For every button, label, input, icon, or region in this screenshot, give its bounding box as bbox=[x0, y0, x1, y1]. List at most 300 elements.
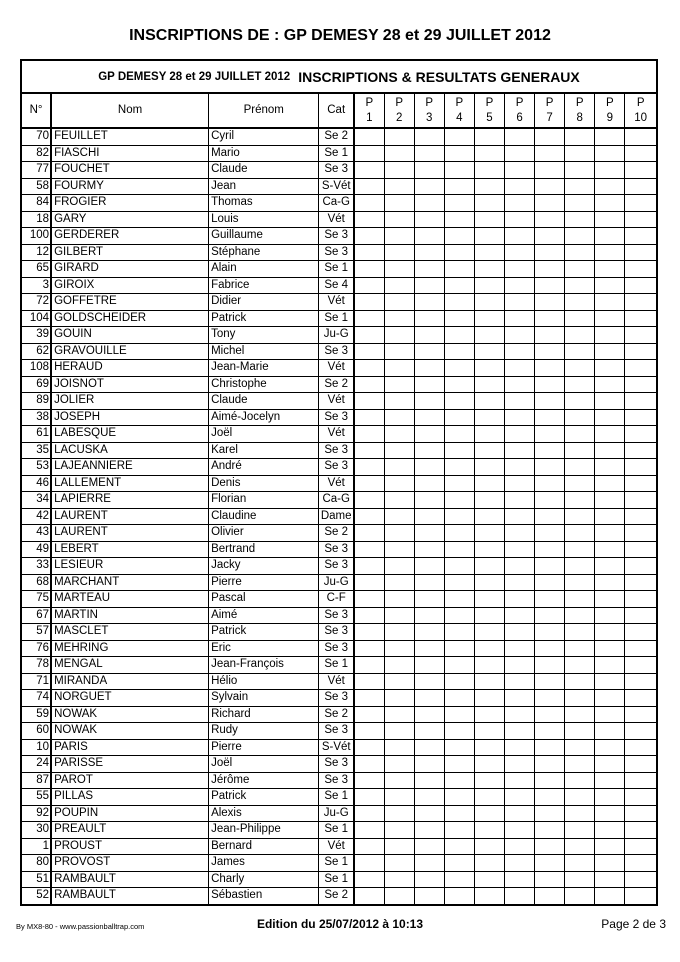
cell-cat: Se 3 bbox=[319, 442, 354, 459]
cell-round-1 bbox=[354, 492, 384, 509]
cell-round-9 bbox=[595, 459, 625, 476]
cell-prenom: Claude bbox=[209, 162, 319, 179]
cell-round-9 bbox=[595, 442, 625, 459]
table-row bbox=[22, 459, 656, 476]
cell-prenom: Aimé bbox=[209, 607, 319, 624]
cell-round-3 bbox=[414, 442, 444, 459]
cell-round-4 bbox=[444, 525, 474, 542]
table-row bbox=[22, 244, 656, 261]
cell-num: 78 bbox=[22, 657, 51, 674]
cell-round-3 bbox=[414, 360, 444, 377]
cell-round-8 bbox=[565, 871, 595, 888]
cell-num: 108 bbox=[22, 360, 51, 377]
cell-round-10 bbox=[625, 723, 656, 740]
cell-round-6 bbox=[504, 871, 534, 888]
cell-round-10 bbox=[625, 442, 656, 459]
table-row bbox=[22, 640, 656, 657]
cell-round-7 bbox=[535, 195, 565, 212]
cell-prenom: Thomas bbox=[209, 195, 319, 212]
cell-round-7 bbox=[535, 805, 565, 822]
cell-round-6 bbox=[504, 310, 534, 327]
cell-prenom: Cyril bbox=[209, 128, 319, 145]
cell-round-10 bbox=[625, 822, 656, 839]
cell-round-10 bbox=[625, 393, 656, 410]
cell-cat: Se 3 bbox=[319, 772, 354, 789]
cell-round-9 bbox=[595, 426, 625, 443]
cell-round-8 bbox=[565, 591, 595, 608]
cell-num: 30 bbox=[22, 822, 51, 839]
cell-round-9 bbox=[595, 756, 625, 773]
cell-prenom: Denis bbox=[209, 475, 319, 492]
cell-round-10 bbox=[625, 541, 656, 558]
cell-round-6 bbox=[504, 805, 534, 822]
cell-round-4 bbox=[444, 756, 474, 773]
cell-round-6 bbox=[504, 211, 534, 228]
cell-round-2 bbox=[384, 393, 414, 410]
cell-round-10 bbox=[625, 261, 656, 278]
table-row bbox=[22, 673, 656, 690]
cell-round-9 bbox=[595, 508, 625, 525]
cell-round-10 bbox=[625, 277, 656, 294]
cell-round-1 bbox=[354, 178, 384, 195]
header-round-5 bbox=[474, 94, 504, 128]
cell-round-3 bbox=[414, 756, 444, 773]
header-round-number: 7 bbox=[546, 111, 553, 124]
cell-round-3 bbox=[414, 739, 444, 756]
cell-round-5 bbox=[474, 772, 504, 789]
cell-round-1 bbox=[354, 805, 384, 822]
cell-nom: MARTIN bbox=[51, 607, 208, 624]
cell-round-3 bbox=[414, 327, 444, 344]
header-round-2 bbox=[384, 94, 414, 128]
cell-round-5 bbox=[474, 789, 504, 806]
cell-round-2 bbox=[384, 145, 414, 162]
cell-round-2 bbox=[384, 310, 414, 327]
cell-prenom: Louis bbox=[209, 211, 319, 228]
header-round-letter: P bbox=[455, 96, 464, 109]
cell-num: 49 bbox=[22, 541, 51, 558]
cell-round-7 bbox=[535, 459, 565, 476]
cell-round-10 bbox=[625, 624, 656, 641]
cell-round-9 bbox=[595, 591, 625, 608]
cell-round-8 bbox=[565, 739, 595, 756]
cell-round-6 bbox=[504, 327, 534, 344]
cell-cat: Se 1 bbox=[319, 855, 354, 872]
cell-round-3 bbox=[414, 128, 444, 145]
cell-round-9 bbox=[595, 145, 625, 162]
cell-round-9 bbox=[595, 195, 625, 212]
cell-round-2 bbox=[384, 772, 414, 789]
cell-num: 71 bbox=[22, 673, 51, 690]
cell-round-1 bbox=[354, 624, 384, 641]
cell-round-8 bbox=[565, 492, 595, 509]
cell-num: 35 bbox=[22, 442, 51, 459]
cell-nom: GIRARD bbox=[51, 261, 208, 278]
cell-nom: MIRANDA bbox=[51, 673, 208, 690]
table-row bbox=[22, 310, 656, 327]
cell-round-4 bbox=[444, 327, 474, 344]
cell-round-7 bbox=[535, 277, 565, 294]
header-round-number: 1 bbox=[366, 111, 373, 124]
table-row bbox=[22, 409, 656, 426]
cell-round-3 bbox=[414, 871, 444, 888]
cell-round-2 bbox=[384, 277, 414, 294]
cell-num: 80 bbox=[22, 855, 51, 872]
header-round-8 bbox=[565, 94, 595, 128]
cell-round-8 bbox=[565, 310, 595, 327]
cell-round-1 bbox=[354, 195, 384, 212]
cell-nom: POUPIN bbox=[51, 805, 208, 822]
cell-nom: PARIS bbox=[51, 739, 208, 756]
cell-round-2 bbox=[384, 607, 414, 624]
table-row bbox=[22, 558, 656, 575]
cell-cat: Vét bbox=[319, 838, 354, 855]
cell-round-4 bbox=[444, 888, 474, 904]
cell-round-2 bbox=[384, 706, 414, 723]
cell-round-8 bbox=[565, 360, 595, 377]
cell-round-5 bbox=[474, 228, 504, 245]
table-row bbox=[22, 657, 656, 674]
cell-round-4 bbox=[444, 459, 474, 476]
cell-round-9 bbox=[595, 525, 625, 542]
cell-round-10 bbox=[625, 558, 656, 575]
header-round-letter: P bbox=[485, 96, 494, 109]
cell-round-6 bbox=[504, 624, 534, 641]
cell-round-9 bbox=[595, 409, 625, 426]
table-row bbox=[22, 442, 656, 459]
cell-round-2 bbox=[384, 162, 414, 179]
cell-nom: FOURMY bbox=[51, 178, 208, 195]
header-round-letter: P bbox=[575, 96, 584, 109]
cell-round-2 bbox=[384, 805, 414, 822]
cell-round-4 bbox=[444, 640, 474, 657]
cell-round-1 bbox=[354, 343, 384, 360]
cell-round-4 bbox=[444, 261, 474, 278]
cell-num: 67 bbox=[22, 607, 51, 624]
cell-round-6 bbox=[504, 426, 534, 443]
cell-cat: Se 2 bbox=[319, 376, 354, 393]
cell-round-5 bbox=[474, 723, 504, 740]
cell-num: 74 bbox=[22, 690, 51, 707]
cell-round-1 bbox=[354, 294, 384, 311]
cell-round-2 bbox=[384, 855, 414, 872]
cell-prenom: Florian bbox=[209, 492, 319, 509]
cell-round-4 bbox=[444, 426, 474, 443]
cell-round-5 bbox=[474, 624, 504, 641]
cell-round-5 bbox=[474, 128, 504, 145]
cell-round-6 bbox=[504, 343, 534, 360]
cell-round-10 bbox=[625, 294, 656, 311]
cell-prenom: André bbox=[209, 459, 319, 476]
cell-round-1 bbox=[354, 723, 384, 740]
cell-round-7 bbox=[535, 475, 565, 492]
header-round-6 bbox=[504, 94, 534, 128]
cell-nom: NORGUET bbox=[51, 690, 208, 707]
cell-round-9 bbox=[595, 310, 625, 327]
cell-nom: FROGIER bbox=[51, 195, 208, 212]
sheet-header bbox=[22, 61, 656, 94]
cell-round-6 bbox=[504, 162, 534, 179]
cell-round-1 bbox=[354, 673, 384, 690]
cell-prenom: Joël bbox=[209, 756, 319, 773]
cell-round-6 bbox=[504, 508, 534, 525]
cell-round-6 bbox=[504, 393, 534, 410]
cell-round-8 bbox=[565, 706, 595, 723]
cell-round-7 bbox=[535, 706, 565, 723]
cell-cat: Se 3 bbox=[319, 756, 354, 773]
cell-round-8 bbox=[565, 657, 595, 674]
cell-round-6 bbox=[504, 756, 534, 773]
cell-round-2 bbox=[384, 624, 414, 641]
cell-round-2 bbox=[384, 822, 414, 839]
cell-round-2 bbox=[384, 888, 414, 904]
cell-round-7 bbox=[535, 360, 565, 377]
table-row bbox=[22, 508, 656, 525]
cell-round-10 bbox=[625, 508, 656, 525]
cell-round-5 bbox=[474, 706, 504, 723]
cell-round-8 bbox=[565, 673, 595, 690]
header-round-number: 3 bbox=[426, 111, 433, 124]
cell-round-1 bbox=[354, 409, 384, 426]
cell-round-3 bbox=[414, 393, 444, 410]
table-row bbox=[22, 228, 656, 245]
cell-round-8 bbox=[565, 128, 595, 145]
cell-round-8 bbox=[565, 459, 595, 476]
table-row bbox=[22, 294, 656, 311]
cell-round-1 bbox=[354, 574, 384, 591]
cell-round-2 bbox=[384, 640, 414, 657]
cell-round-7 bbox=[535, 541, 565, 558]
cell-round-9 bbox=[595, 343, 625, 360]
cell-nom: JOSEPH bbox=[51, 409, 208, 426]
cell-round-9 bbox=[595, 475, 625, 492]
cell-num: 58 bbox=[22, 178, 51, 195]
cell-round-2 bbox=[384, 690, 414, 707]
table-row bbox=[22, 723, 656, 740]
cell-num: 59 bbox=[22, 706, 51, 723]
cell-round-2 bbox=[384, 756, 414, 773]
cell-round-5 bbox=[474, 673, 504, 690]
header-round-letter: P bbox=[395, 96, 403, 109]
cell-prenom: Jacky bbox=[209, 558, 319, 575]
cell-round-8 bbox=[565, 426, 595, 443]
cell-round-2 bbox=[384, 871, 414, 888]
table-row bbox=[22, 838, 656, 855]
cell-nom: MEHRING bbox=[51, 640, 208, 657]
cell-round-3 bbox=[414, 409, 444, 426]
table-row bbox=[22, 822, 656, 839]
cell-round-3 bbox=[414, 607, 444, 624]
cell-round-2 bbox=[384, 195, 414, 212]
cell-round-3 bbox=[414, 195, 444, 212]
cell-cat: Vét bbox=[319, 475, 354, 492]
cell-round-1 bbox=[354, 855, 384, 872]
cell-round-10 bbox=[625, 690, 656, 707]
cell-nom: FEUILLET bbox=[51, 128, 208, 145]
cell-prenom: Sylvain bbox=[209, 690, 319, 707]
cell-round-8 bbox=[565, 772, 595, 789]
cell-round-1 bbox=[354, 591, 384, 608]
cell-round-3 bbox=[414, 541, 444, 558]
cell-round-10 bbox=[625, 459, 656, 476]
cell-round-5 bbox=[474, 178, 504, 195]
header-round-number: 2 bbox=[395, 111, 403, 124]
cell-nom: GERDERER bbox=[51, 228, 208, 245]
cell-num: 82 bbox=[22, 145, 51, 162]
cell-round-5 bbox=[474, 442, 504, 459]
cell-cat: Se 3 bbox=[319, 640, 354, 657]
table-row bbox=[22, 772, 656, 789]
cell-round-9 bbox=[595, 360, 625, 377]
cell-round-5 bbox=[474, 525, 504, 542]
cell-round-1 bbox=[354, 162, 384, 179]
cell-round-2 bbox=[384, 657, 414, 674]
table-header-row bbox=[22, 94, 656, 128]
cell-round-3 bbox=[414, 574, 444, 591]
cell-round-3 bbox=[414, 772, 444, 789]
cell-round-5 bbox=[474, 492, 504, 509]
cell-round-4 bbox=[444, 343, 474, 360]
cell-round-5 bbox=[474, 871, 504, 888]
cell-round-1 bbox=[354, 442, 384, 459]
cell-round-5 bbox=[474, 591, 504, 608]
cell-round-7 bbox=[535, 772, 565, 789]
cell-nom: MARTEAU bbox=[51, 591, 208, 608]
cell-round-6 bbox=[504, 376, 534, 393]
cell-round-8 bbox=[565, 162, 595, 179]
cell-round-10 bbox=[625, 789, 656, 806]
cell-nom: LAJEANNIERE bbox=[51, 459, 208, 476]
cell-round-5 bbox=[474, 508, 504, 525]
cell-prenom: Alain bbox=[209, 261, 319, 278]
footer-page: Page 2 de 3 bbox=[601, 917, 666, 931]
table-row bbox=[22, 343, 656, 360]
cell-round-1 bbox=[354, 360, 384, 377]
cell-round-1 bbox=[354, 558, 384, 575]
cell-round-4 bbox=[444, 855, 474, 872]
cell-round-8 bbox=[565, 541, 595, 558]
cell-cat: S-Vét bbox=[319, 739, 354, 756]
cell-round-7 bbox=[535, 871, 565, 888]
cell-prenom: Christophe bbox=[209, 376, 319, 393]
cell-round-1 bbox=[354, 244, 384, 261]
cell-cat: Se 3 bbox=[319, 690, 354, 707]
cell-nom: MASCLET bbox=[51, 624, 208, 641]
cell-round-10 bbox=[625, 591, 656, 608]
cell-round-10 bbox=[625, 195, 656, 212]
cell-round-9 bbox=[595, 838, 625, 855]
results-sheet bbox=[20, 59, 658, 906]
cell-round-6 bbox=[504, 525, 534, 542]
cell-round-8 bbox=[565, 525, 595, 542]
cell-round-1 bbox=[354, 459, 384, 476]
cell-round-3 bbox=[414, 690, 444, 707]
cell-round-6 bbox=[504, 277, 534, 294]
cell-num: 52 bbox=[22, 888, 51, 904]
cell-prenom: Mario bbox=[209, 145, 319, 162]
cell-round-4 bbox=[444, 128, 474, 145]
cell-round-8 bbox=[565, 723, 595, 740]
cell-round-4 bbox=[444, 294, 474, 311]
table-row bbox=[22, 195, 656, 212]
cell-round-9 bbox=[595, 327, 625, 344]
cell-prenom: Alexis bbox=[209, 805, 319, 822]
cell-round-6 bbox=[504, 607, 534, 624]
cell-round-4 bbox=[444, 360, 474, 377]
cell-round-1 bbox=[354, 426, 384, 443]
cell-round-10 bbox=[625, 805, 656, 822]
cell-round-4 bbox=[444, 789, 474, 806]
cell-cat: Se 1 bbox=[319, 310, 354, 327]
header-round-number: 4 bbox=[456, 111, 463, 124]
cell-round-8 bbox=[565, 789, 595, 806]
cell-round-4 bbox=[444, 376, 474, 393]
cell-prenom: Patrick bbox=[209, 789, 319, 806]
cell-round-8 bbox=[565, 294, 595, 311]
cell-cat: Se 2 bbox=[319, 525, 354, 542]
cell-round-3 bbox=[414, 228, 444, 245]
cell-round-3 bbox=[414, 178, 444, 195]
cell-round-9 bbox=[595, 492, 625, 509]
cell-round-2 bbox=[384, 409, 414, 426]
cell-round-6 bbox=[504, 294, 534, 311]
cell-round-8 bbox=[565, 888, 595, 904]
cell-round-5 bbox=[474, 822, 504, 839]
cell-round-6 bbox=[504, 244, 534, 261]
cell-round-6 bbox=[504, 228, 534, 245]
cell-round-9 bbox=[595, 244, 625, 261]
cell-round-4 bbox=[444, 145, 474, 162]
header-round-1 bbox=[354, 94, 384, 128]
cell-round-4 bbox=[444, 178, 474, 195]
cell-prenom: Aimé-Jocelyn bbox=[209, 409, 319, 426]
cell-round-6 bbox=[504, 723, 534, 740]
cell-prenom: Didier bbox=[209, 294, 319, 311]
cell-prenom: Fabrice bbox=[209, 277, 319, 294]
cell-prenom: Pascal bbox=[209, 591, 319, 608]
cell-num: 12 bbox=[22, 244, 51, 261]
cell-nom: GIROIX bbox=[51, 277, 208, 294]
cell-round-3 bbox=[414, 640, 444, 657]
table-row bbox=[22, 128, 656, 145]
cell-round-7 bbox=[535, 673, 565, 690]
cell-round-6 bbox=[504, 574, 534, 591]
cell-num: 42 bbox=[22, 508, 51, 525]
cell-cat: Se 3 bbox=[319, 624, 354, 641]
cell-round-10 bbox=[625, 492, 656, 509]
cell-round-6 bbox=[504, 261, 534, 278]
cell-round-2 bbox=[384, 558, 414, 575]
cell-cat: Se 3 bbox=[319, 558, 354, 575]
cell-round-7 bbox=[535, 690, 565, 707]
table-row bbox=[22, 855, 656, 872]
cell-cat: S-Vét bbox=[319, 178, 354, 195]
cell-nom: LAPIERRE bbox=[51, 492, 208, 509]
cell-nom: LALLEMENT bbox=[51, 475, 208, 492]
cell-nom: GOLDSCHEIDER bbox=[51, 310, 208, 327]
cell-prenom: Bertrand bbox=[209, 541, 319, 558]
cell-num: 76 bbox=[22, 640, 51, 657]
cell-prenom: Stéphane bbox=[209, 244, 319, 261]
cell-round-7 bbox=[535, 657, 565, 674]
cell-round-9 bbox=[595, 624, 625, 641]
cell-round-9 bbox=[595, 128, 625, 145]
cell-round-6 bbox=[504, 706, 534, 723]
cell-round-10 bbox=[625, 244, 656, 261]
header-round-number: 6 bbox=[516, 111, 523, 124]
cell-round-9 bbox=[595, 294, 625, 311]
cell-round-3 bbox=[414, 624, 444, 641]
